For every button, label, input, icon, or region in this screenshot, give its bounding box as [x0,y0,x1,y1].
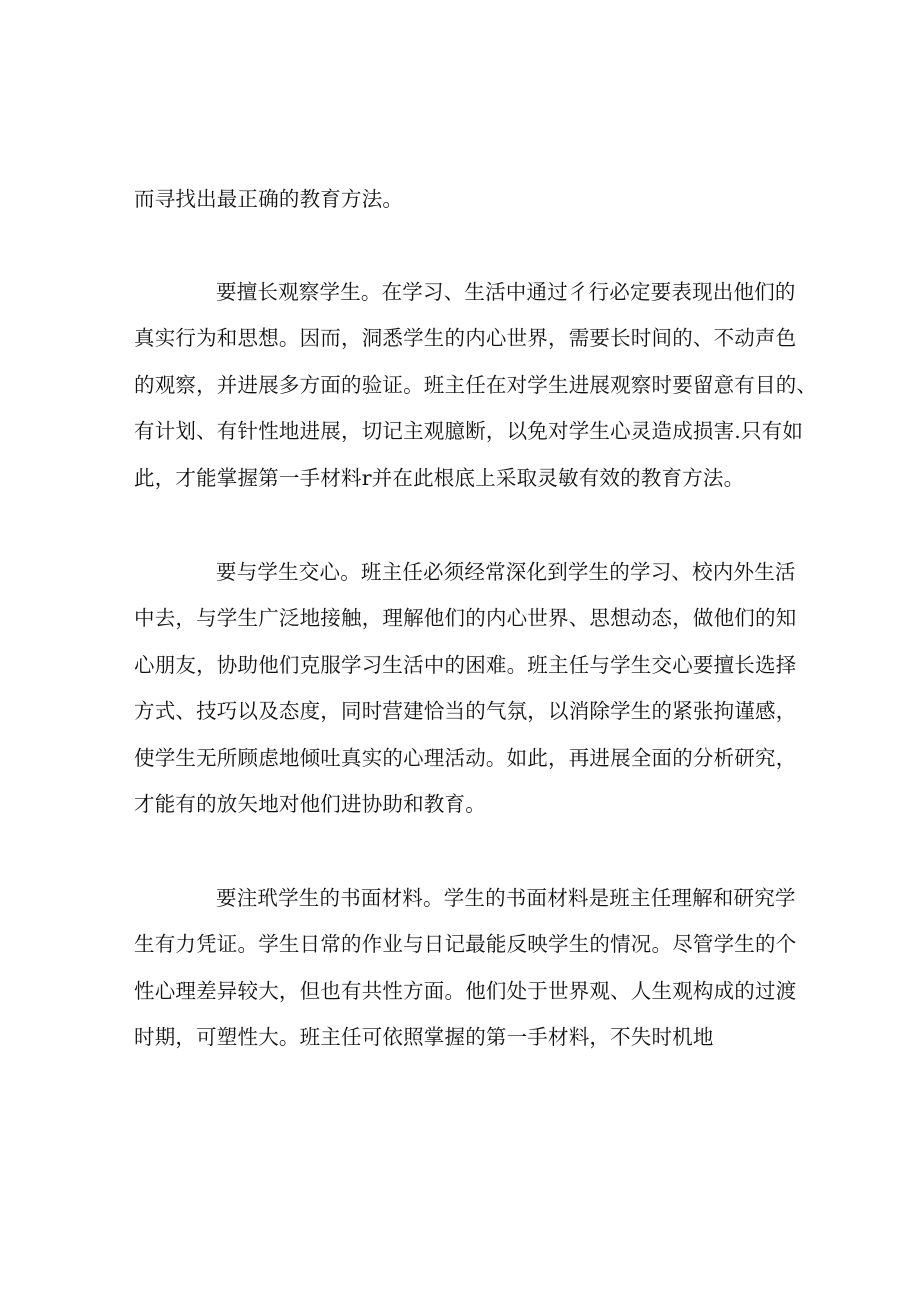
paragraph-line: 才能有的放矢地对他们进协助和教育。 [134,792,486,816]
paragraph-line: 真实行为和思想。因而，洞悉学生的内心世界，需要长时间的、不动声色 [134,326,797,350]
paragraph-line: 中去，与学生广泛地接触，理解他们的内心世界、思想动态，做他们的知 [134,606,797,630]
paragraph-line: 要擅长观察学生。在学习、生活中通过彳行必定要表现出他们的 [216,280,796,304]
paragraph-line: 的观察，并进展多方面的验证。班主任在对学生进展观察时要留意有目的、 [134,373,818,397]
paragraph-line: 要与学生交心。班主任必须经常深化到学生的学习、校内外生活 [216,560,796,584]
paragraph-line: 使学生无所顾虑地倾吐真实的心理活动。如此，再进展全面的分析研究， [134,746,797,770]
paragraph-line: 要注玳学生的书面材料。学生的书面材料是班主任理解和研究学 [216,886,796,910]
paragraph-line: 有计划、有针性地进展，切记主观臆断，以免对学生心灵造成损害.只有如 [134,419,804,443]
paragraph-line: 生有力凭证。学生日常的作业与日记最能反映学生的情况。尽管学生的个 [134,932,797,956]
continuation-line: 而寻找出最正确的教育方法。 [134,187,404,211]
paragraph-line: 心朋友，协助他们克服学习生活中的困难。班主任与学生交心要擅长选择 [134,653,797,677]
paragraph-line: 方式、技巧以及态度，同时营建恰当的气氛，以消除学生的紧张拘谨感， [134,699,797,723]
paragraph-line: 性心理差异较大，但也有共性方面。他们处于世界观、人生观构成的过渡 [134,979,797,1003]
paragraph-line: 此，才能掌握第一手材料r并在此根底上采取灵敏有效的教育方法。 [134,466,745,490]
paragraph-line: 时期，可塑性大。班主任可依照掌握的第一手材料，不失时机地 [134,1025,714,1049]
